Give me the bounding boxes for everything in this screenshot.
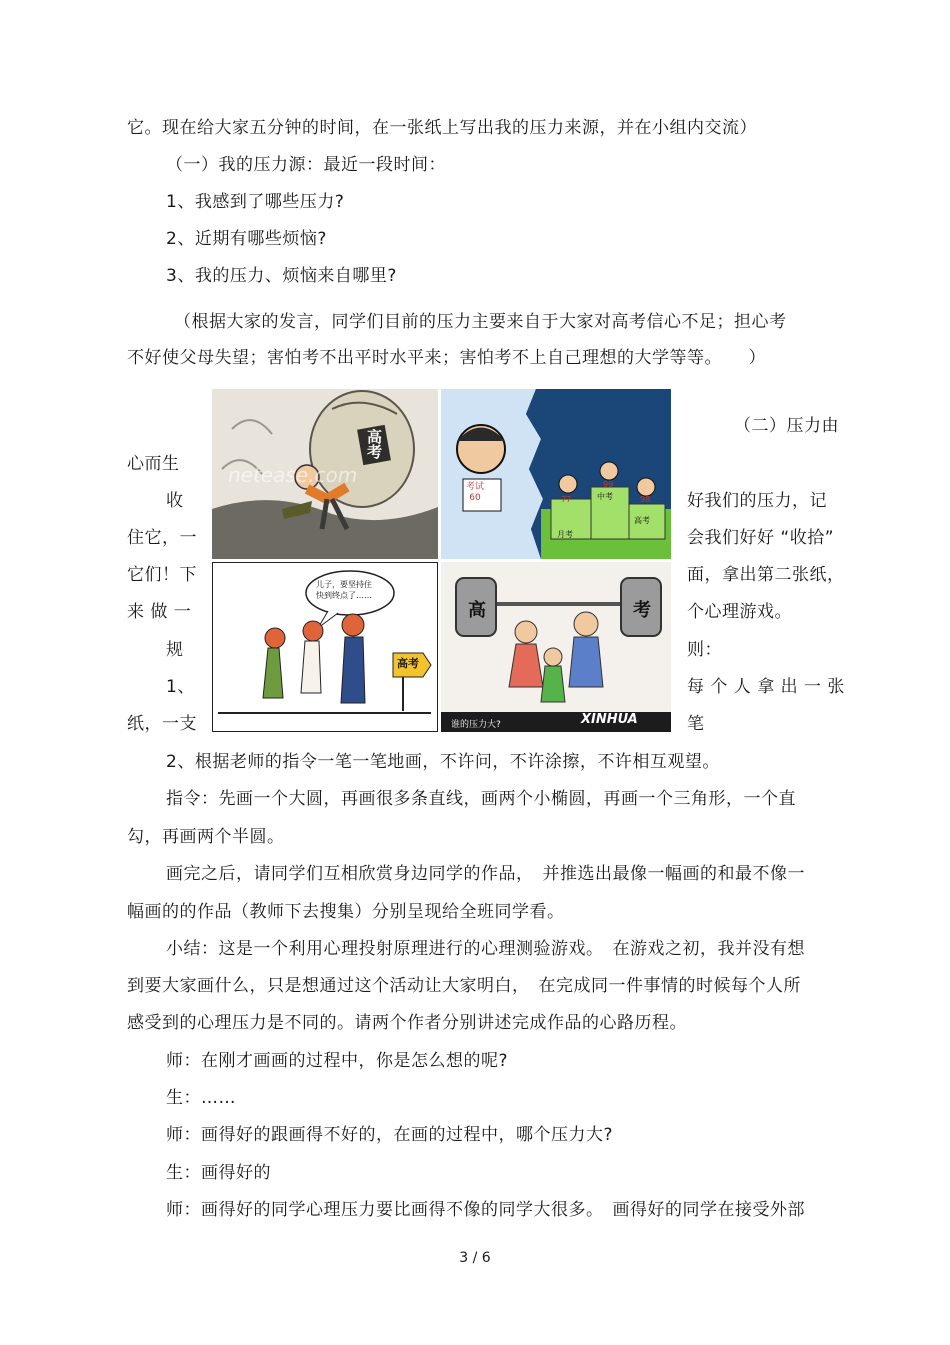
exam-sign: 高考 [397, 657, 419, 670]
podium-label: 月考 [557, 530, 573, 539]
text-line: 指令：先画一个大圆，再画很多条直线，画两个小椭圆，再画一个三角形，一个直 [166, 789, 796, 809]
text-line: 幅画的的作品（教师下去搜集）分别呈现给全班同学看。 [127, 902, 565, 922]
dialogue-line: 生：画得好的 [166, 1163, 271, 1183]
speech-bubble: 儿子，要坚持住 快到终点了…… [316, 580, 372, 600]
text-line: 来 做 一 [127, 602, 192, 622]
text-line: 到要大家画什么，只是想通过这个活动让大家明白， 在完成同一件事情的时候每个人所 [127, 976, 801, 996]
score-badge: 77 [561, 495, 572, 504]
section-heading: （二）压力由 [734, 416, 839, 436]
text-line: 心而生 [127, 454, 180, 474]
score-badge: 99 [603, 480, 614, 489]
text-line: 则： [687, 640, 722, 660]
podium-label: 高考 [634, 516, 650, 525]
plate-label: 高 [468, 600, 486, 621]
text-line: 住它，一 [127, 528, 197, 548]
pressure-cartoon-bottom-right [441, 562, 671, 732]
text-line: 它。现在给大家五分钟的时间，在一张纸上写出我的压力来源，并在小组内交流） [127, 118, 757, 138]
text-line: 会我们好好 “收拾” [687, 528, 835, 548]
pressure-cartoon-top-left [212, 389, 438, 559]
page-number: 3 / 6 [459, 1250, 491, 1266]
list-item: 3、我的压力、烦恼来自哪里? [166, 266, 397, 286]
text-line: 面，拿出第二张纸， [687, 565, 845, 585]
list-item: 2、近期有哪些烦恼? [166, 229, 327, 249]
dialogue-line: 生：…… [166, 1088, 236, 1108]
watermark: netease.com [228, 463, 358, 487]
text-line: 画完之后，请同学们互相欣赏身边同学的作品， 并推选出最像一幅画的和最不像一 [166, 864, 805, 884]
text-line: 纸，一支 [127, 714, 197, 734]
text-line: 笔 [687, 714, 705, 734]
text-line: 勾，再画两个半圆。 [127, 827, 285, 847]
text-line: 不好使父母失望；害怕考不出平时水平来；害怕考不上自己理想的大学等等。 ） [127, 348, 766, 368]
watermark: XINHUA [581, 712, 638, 727]
dialogue-line: 师：画得好的同学心理压力要比画得不像的同学大很多。 画得好的同学在接受外部 [166, 1200, 805, 1220]
bag-label: 高考 [365, 429, 383, 459]
list-item: 2、根据老师的指令一笔一笔地画，不许问，不许涂擦，不许相互观望。 [166, 752, 720, 772]
dialogue-line: 师：在刚才画画的过程中，你是怎么想的呢? [166, 1051, 509, 1071]
text-line: 个心理游戏。 [687, 602, 792, 622]
text-line: 好我们的压力，记 [687, 491, 827, 511]
text-line: （根据大家的发言，同学们目前的压力主要来自于大家对高考信心不足；担心考 [174, 312, 787, 332]
text-line: 小结：这是一个利用心理投射原理进行的心理测验游戏。 在游戏之初，我并没有想 [166, 939, 805, 959]
section-heading: （一）我的压力源：最近一段时间： [166, 155, 446, 175]
score-badge: 98 [640, 495, 651, 504]
text-line: 规 [166, 640, 184, 660]
text-line: 1、 [166, 677, 195, 697]
text-line: 它们！下 [127, 565, 197, 585]
score-sign: 考试 60 [466, 482, 485, 503]
text-line: 收 [166, 491, 184, 511]
dialogue-line: 师：画得好的跟画得不好的，在画的过程中，哪个压力大? [166, 1125, 614, 1145]
pressure-cartoon-top-right [441, 389, 671, 559]
plate-label: 考 [633, 600, 651, 621]
list-item: 1、我感到了哪些压力? [166, 192, 345, 212]
text-line: 感受到的心理压力是不同的。请两个作者分别讲述完成作品的心路历程。 [127, 1013, 687, 1033]
podium-label: 中考 [597, 492, 613, 501]
image-caption: 谁的压力大? [451, 720, 501, 730]
pressure-cartoon-bottom-left [212, 562, 438, 732]
text-line: 每 个 人 拿 出 一 张 [687, 677, 845, 697]
